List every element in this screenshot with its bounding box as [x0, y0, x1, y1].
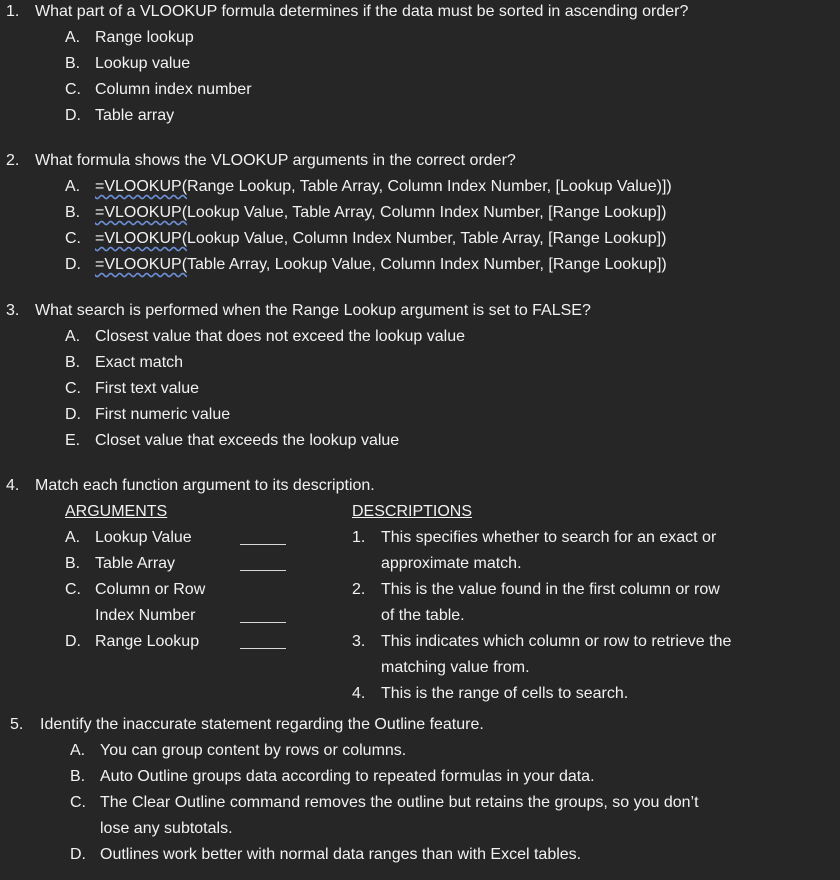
option-text: Column index number: [95, 81, 252, 98]
option-letter: C.: [65, 230, 81, 247]
question-text: Identify the inaccurate statement regarding the Outline feature.: [40, 716, 484, 733]
option-text: Outlines work better with normal data ranges than with Excel tables.: [100, 846, 582, 863]
question-number: 4.: [6, 477, 20, 494]
answer-blank[interactable]: [240, 648, 286, 649]
option-text: Auto Outline groups data according to repeated formulas in your data.: [100, 768, 595, 785]
question-number: 5.: [10, 716, 24, 733]
option-letter: D.: [70, 846, 86, 863]
option-text: =VLOOKUP(Lookup Value, Column Index Number, Table Array, [Range Lookup]): [95, 230, 667, 247]
question-number: 2.: [6, 152, 20, 169]
spellcheck-underline: =VLOOKUP(: [95, 204, 188, 221]
description-text-continued: of the table.: [381, 607, 465, 624]
answer-blank[interactable]: [240, 544, 286, 545]
option-letter: C.: [65, 380, 81, 397]
option-letter: E.: [65, 432, 81, 449]
option-letter: B.: [65, 354, 81, 371]
description-number: 1.: [352, 529, 366, 546]
option-letter: B.: [65, 55, 81, 72]
description-number: 4.: [352, 685, 366, 702]
description-text-continued: approximate match.: [381, 555, 522, 572]
description-text: This specifies whether to search for an exact or: [381, 529, 717, 546]
question-number: 1.: [6, 3, 20, 20]
argument-text: Column or Row: [95, 581, 206, 598]
option-letter: A.: [65, 178, 81, 195]
option-text: Table array: [95, 107, 175, 124]
option-text: Closest value that does not exceed the lookup value: [95, 328, 466, 345]
option-text: Closet value that exceeds the lookup value: [95, 432, 400, 449]
option-letter: D.: [65, 256, 81, 273]
question-text: What part of a VLOOKUP formula determines if the data must be sorted in ascending order?: [35, 3, 689, 20]
option-text: Range lookup: [95, 29, 194, 46]
option-letter: D.: [65, 406, 81, 423]
option-text: =VLOOKUP(Table Array, Lookup Value, Column Index Number, [Range Lookup]): [95, 256, 667, 273]
descriptions-header: DESCRIPTIONS: [352, 503, 473, 520]
option-text: You can group content by rows or columns.: [100, 742, 407, 759]
argument-letter: D.: [65, 633, 81, 650]
question-text: What search is performed when the Range Lookup argument is set to FALSE?: [35, 302, 591, 319]
spellcheck-underline: =VLOOKUP(: [95, 230, 188, 247]
description-text: This indicates which column or row to retrieve the: [381, 633, 732, 650]
argument-text: Lookup Value: [95, 529, 192, 546]
option-letter: C.: [70, 794, 86, 811]
description-text: This is the value found in the first column or row: [381, 581, 720, 598]
option-text: First numeric value: [95, 406, 231, 423]
argument-text-continued: Index Number: [95, 607, 196, 624]
option-text: Exact match: [95, 354, 184, 371]
option-text: First text value: [95, 380, 200, 397]
argument-letter: B.: [65, 555, 81, 572]
option-letter: A.: [70, 742, 86, 759]
description-number: 2.: [352, 581, 366, 598]
option-text: =VLOOKUP(Lookup Value, Table Array, Column Index Number, [Range Lookup]): [95, 204, 667, 221]
option-letter: A.: [65, 29, 81, 46]
argument-letter: A.: [65, 529, 81, 546]
question-text: Match each function argument to its description.: [35, 477, 375, 494]
argument-text: Table Array: [95, 555, 176, 572]
description-text-continued: matching value from.: [381, 659, 530, 676]
answer-blank[interactable]: [240, 622, 286, 623]
option-letter: B.: [65, 204, 81, 221]
answer-blank[interactable]: [240, 570, 286, 571]
option-letter: B.: [70, 768, 86, 785]
argument-letter: C.: [65, 581, 81, 598]
option-letter: A.: [65, 328, 81, 345]
option-text-continued: lose any subtotals.: [100, 820, 233, 837]
spellcheck-underline: =VLOOKUP(: [95, 178, 188, 195]
option-text: Lookup value: [95, 55, 191, 72]
option-letter: C.: [65, 81, 81, 98]
argument-text: Range Lookup: [95, 633, 200, 650]
question-number: 3.: [6, 302, 20, 319]
arguments-header: ARGUMENTS: [65, 503, 168, 520]
description-number: 3.: [352, 633, 366, 650]
question-text: What formula shows the VLOOKUP arguments in the correct order?: [35, 152, 516, 169]
spellcheck-underline: =VLOOKUP(: [95, 256, 188, 273]
option-text: The Clear Outline command removes the outline but retains the groups, so you don’t: [100, 794, 699, 811]
option-letter: D.: [65, 107, 81, 124]
option-text: =VLOOKUP(Range Lookup, Table Array, Column Index Number, [Lookup Value)]): [95, 178, 672, 195]
description-text: This is the range of cells to search.: [381, 685, 629, 702]
